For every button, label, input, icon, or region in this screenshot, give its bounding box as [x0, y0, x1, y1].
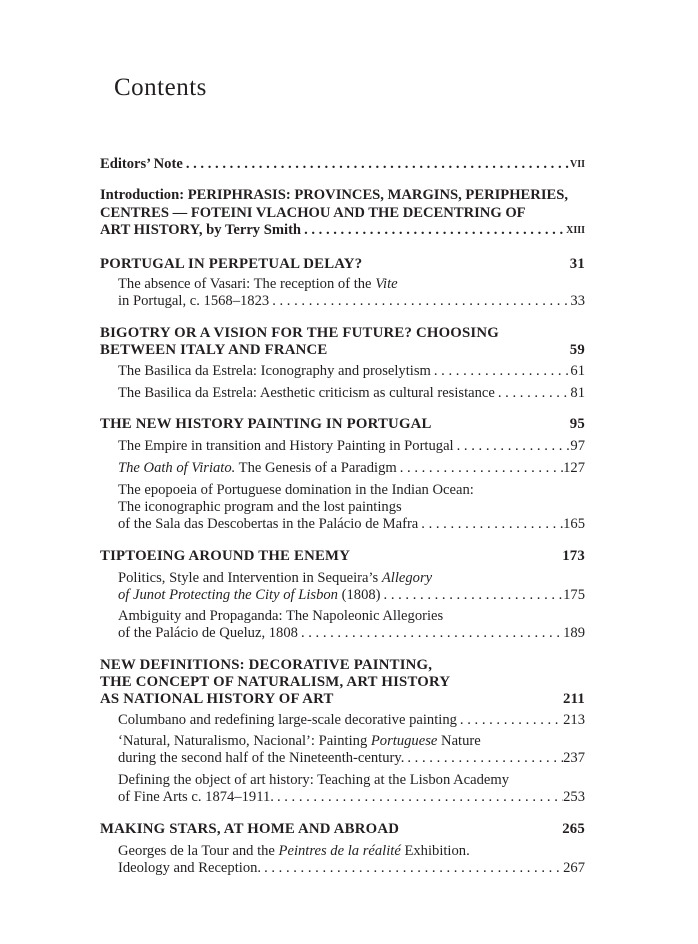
toc-entry-introduction-line-1[interactable]	[100, 186, 585, 204]
dot-leader	[381, 586, 564, 604]
page-number: vii	[569, 156, 585, 171]
entry-italic-text: of Junot Protecting the City of Lisbon	[118, 587, 338, 603]
toc-entry-ch1-1-line-1[interactable]	[118, 275, 585, 293]
entry-title: The Basilica da Estrela: Aesthetic criticism as cultural resistance	[118, 385, 495, 401]
page-number: 97	[570, 438, 585, 454]
entry-italic-text: Allegory	[381, 570, 433, 586]
toc-entry-ch4-2-line-1[interactable]	[118, 607, 585, 625]
chapter-heading-4[interactable]	[100, 547, 585, 565]
entry-title: Ideology and Reception.	[118, 860, 262, 876]
dot-leader	[454, 437, 571, 455]
page-title: Contents	[114, 74, 207, 101]
page-number: 267	[563, 860, 585, 876]
entry-text: Exhibition.	[400, 843, 470, 859]
chapter-title: TIPTOEING AROUND THE ENEMY	[100, 548, 351, 564]
toc-entry-ch5-3-line-2[interactable]	[118, 788, 585, 806]
entry-title: of the Sala das Descobertas in the Palácio de Mafra	[118, 516, 419, 532]
page-number: 173	[562, 548, 585, 564]
dot-leader	[397, 459, 563, 477]
entry-text: The absence of Vasari: The reception of the	[118, 276, 376, 292]
dot-leader	[404, 749, 563, 767]
page-number: 127	[563, 460, 585, 476]
entry-title: CENTRES — FOTEINI VLACHOU AND THE DECENTRING OF	[100, 205, 526, 221]
page-number: 61	[570, 363, 585, 379]
chapter-title: THE CONCEPT OF NATURALISM, ART HISTORY	[100, 674, 451, 690]
chapter-title: NEW DEFINITIONS: DECORATIVE PAINTING,	[100, 657, 433, 673]
dot-leader	[261, 859, 563, 877]
chapter-heading-3[interactable]	[100, 415, 585, 433]
dot-leader	[301, 221, 566, 239]
dot-leader	[457, 711, 563, 729]
dot-leader	[269, 292, 570, 310]
toc-entry-ch5-3-line-1[interactable]	[118, 771, 585, 789]
chapter-heading-2-line-2[interactable]	[100, 341, 585, 359]
entry-text: Politics, Style and Intervention in Sequeira’s	[118, 570, 382, 586]
entry-text: Nature	[437, 733, 481, 749]
entry-title: of Fine Arts c. 1874–1911.	[118, 789, 274, 805]
chapter-title: BETWEEN ITALY AND FRANCE	[100, 342, 328, 358]
dot-leader	[274, 788, 563, 806]
toc-entry-ch2-1[interactable]	[118, 362, 585, 380]
toc-entry-editors-note[interactable]	[100, 155, 585, 173]
entry-italic-text: The Oath of Viriato.	[118, 460, 236, 476]
entry-title	[118, 569, 432, 587]
entry-title: The Basilica da Estrela: Iconography and proselytism	[118, 363, 431, 379]
toc-entry-ch2-2[interactable]	[118, 384, 585, 402]
entry-title	[118, 275, 398, 293]
toc-entry-ch4-1-line-1[interactable]	[118, 569, 585, 587]
page-number: 213	[563, 712, 585, 728]
entry-title: during the second half of the Nineteenth-century.	[118, 750, 405, 766]
chapter-title: THE NEW HISTORY PAINTING IN PORTUGAL	[100, 416, 432, 432]
toc-entry-introduction-line-3[interactable]	[100, 221, 585, 239]
entry-title	[118, 732, 481, 750]
toc-entry-ch4-2-line-2[interactable]	[118, 624, 585, 642]
entry-title: The epopoeia of Portuguese domination in the Indian Ocean:	[118, 482, 474, 498]
page-number: 237	[563, 750, 585, 766]
dot-leader	[298, 624, 563, 642]
entry-italic-text: Vite	[375, 276, 398, 292]
entry-title: Columbano and redefining large-scale decorative painting	[118, 712, 457, 728]
toc-entry-ch5-2-line-1[interactable]	[118, 732, 585, 750]
entry-title: The iconographic program and the lost paintings	[118, 499, 402, 515]
chapter-heading-1[interactable]	[100, 255, 585, 273]
chapter-heading-5-line-3[interactable]	[100, 690, 585, 708]
page-number: 81	[570, 385, 585, 401]
dot-leader	[495, 384, 571, 402]
page-number: 265	[562, 821, 585, 837]
page-number: 59	[569, 342, 585, 358]
toc-entry-ch6-1-line-2[interactable]	[118, 859, 585, 877]
entry-title: The Empire in transition and History Painting in Portugal	[118, 438, 454, 454]
toc-entry-ch1-1-line-2[interactable]	[118, 292, 585, 310]
chapter-heading-6[interactable]	[100, 820, 585, 838]
toc-entry-ch3-3-line-3[interactable]	[118, 515, 585, 533]
toc-entry-ch5-1[interactable]	[118, 711, 585, 729]
chapter-title: AS NATIONAL HISTORY OF ART	[100, 691, 334, 707]
entry-title: in Portugal, c. 1568–1823	[118, 293, 270, 309]
dot-leader	[431, 362, 571, 380]
toc-entry-introduction-line-2[interactable]	[100, 204, 585, 222]
entry-title: Ambiguity and Propaganda: The Napoleonic Allegories	[118, 608, 444, 624]
page-number: 189	[563, 625, 585, 641]
chapter-title: PORTUGAL IN PERPETUAL DELAY?	[100, 256, 363, 272]
entry-title	[118, 459, 397, 477]
entry-italic-text: Portuguese	[370, 733, 438, 749]
entry-text: The Genesis of a Paradigm	[235, 460, 397, 476]
page-number: xiii	[566, 222, 585, 237]
page-number: 33	[570, 293, 585, 309]
entry-text: (1808)	[337, 587, 381, 603]
toc-entry-ch3-3-line-1[interactable]	[118, 481, 585, 499]
toc-entry-ch3-2[interactable]	[118, 459, 585, 477]
chapter-heading-2-line-1[interactable]	[100, 324, 585, 342]
chapter-title: BIGOTRY OR A VISION FOR THE FUTURE? CHOOSING	[100, 325, 499, 341]
entry-title: of the Palácio de Queluz, 1808	[118, 625, 298, 641]
page-number: 165	[563, 516, 585, 532]
page-number: 211	[563, 691, 585, 707]
dot-leader	[183, 155, 570, 173]
toc-entry-ch3-3-line-2[interactable]	[118, 498, 585, 516]
dot-leader	[418, 515, 563, 533]
chapter-title: MAKING STARS, AT HOME AND ABROAD	[100, 821, 400, 837]
entry-italic-text: Peintres de la réalité	[278, 843, 401, 859]
page-number: 95	[569, 416, 585, 432]
toc-entry-ch6-1-line-1[interactable]	[118, 842, 585, 860]
entry-text: ‘Natural, Naturalismo, Nacional’: Painting	[118, 733, 371, 749]
toc-entry-ch3-1[interactable]	[118, 437, 585, 455]
entry-title	[118, 586, 381, 604]
page-number: 175	[563, 587, 585, 603]
page-number: 31	[569, 256, 585, 272]
entry-title: ART HISTORY, by Terry Smith	[100, 222, 302, 238]
entry-title: Introduction: PERIPHRASIS: PROVINCES, MARGINS, PERIPHERIES,	[100, 187, 569, 203]
page-number: 253	[563, 789, 585, 805]
entry-title	[118, 842, 470, 860]
chapter-heading-5-line-1[interactable]	[100, 656, 585, 674]
chapter-heading-5-line-2[interactable]	[100, 673, 585, 691]
toc-entry-ch5-2-line-2[interactable]	[118, 749, 585, 767]
entry-title: Editors’ Note	[100, 156, 183, 172]
entry-text: Georges de la Tour and the	[118, 843, 279, 859]
entry-title: Defining the object of art history: Teaching at the Lisbon Academy	[118, 772, 510, 788]
toc-entry-ch4-1-line-2[interactable]	[118, 586, 585, 604]
